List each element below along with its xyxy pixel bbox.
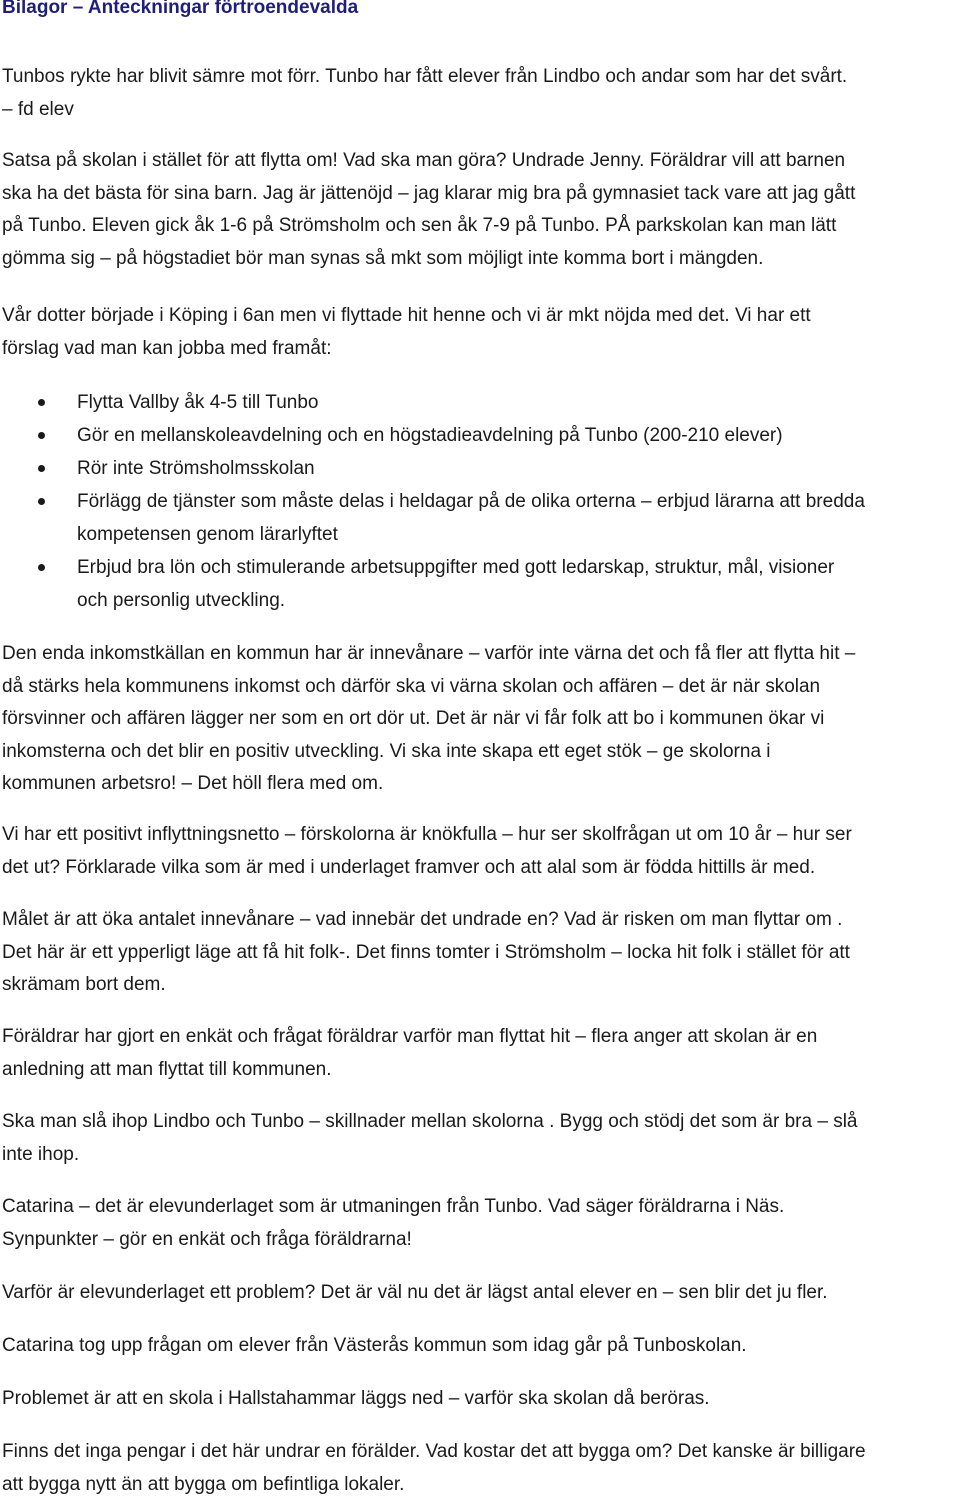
- bullet-list: [2, 386, 958, 617]
- list-item: [2, 551, 958, 617]
- text-line: Satsa på skolan i stället för att flytta om! Vad ska man göra? Undrade Jenny. Föräldrar vill att barnen: [2, 150, 846, 171]
- text-line: Det här är ett ypperligt läge att få hit folk-. Det finns tomter i Strömsholm – locka hit folk i stället för att: [2, 941, 850, 963]
- text-line: – fd elev: [2, 98, 74, 120]
- bullet-icon: [38, 498, 45, 505]
- text-line: Den enda inkomstkällan en kommun har är innevånare – varför inte värna det och få fler att flytta hit –: [2, 643, 856, 664]
- list-item-text: Flytta Vallby åk 4-5 till Tunbo: [77, 392, 319, 413]
- bullet-icon: [38, 564, 45, 571]
- text-line: skrämam bort dem.: [2, 974, 166, 996]
- paragraph: [2, 1021, 958, 1086]
- list-item-text: Förlägg de tjänster som måste delas i heldagar på de olika orterna – erbjud lärarna att bredda: [77, 491, 865, 512]
- document-title: Bilagor – Anteckningar förtroendevalda: [2, 0, 359, 18]
- text-line: Målet är att öka antalet innevånare – vad innebär det undrade en? Vad är risken om man flyttar om .: [2, 909, 843, 930]
- text-line: Vår dotter började i Köping i 6an men vi flyttade hit henne och vi är mkt nöjda med det. Vi har ett: [2, 305, 811, 326]
- text-line: Catarina tog upp frågan om elever från Västerås kommun som idag går på Tunboskolan.: [2, 1335, 747, 1356]
- list-item-text: och personlig utveckling.: [77, 590, 286, 611]
- text-line: det ut? Förklarade vilka som är med i underlaget framver och att alal som är födda hittills är med.: [2, 856, 816, 878]
- text-line: förslag vad man kan jobba med framåt:: [2, 337, 332, 359]
- text-line: Vi har ett positivt inflyttningsnetto – förskolorna är knökfulla – hur ser skolfrågan ut om 10 år – hur ser: [2, 824, 852, 845]
- text-line: Föräldrar har gjort en enkät och frågat föräldrar varför man flyttat hit – flera anger att skolan är en: [2, 1026, 818, 1047]
- text-line: att bygga nytt än att bygga om befintliga lokaler.: [2, 1473, 405, 1495]
- list-item: [2, 386, 958, 419]
- bullet-icon: [38, 465, 45, 472]
- list-item-text: Rör inte Strömsholmsskolan: [77, 458, 315, 479]
- text-line: försvinner och affären lägger ner som en ort dör ut. Det är när vi får folk att bo i kommunen ökar vi: [2, 708, 825, 730]
- text-line: Catarina – det är elevunderlaget som är utmaningen från Tunbo. Vad säger föräldrarna i Näs.: [2, 1196, 785, 1217]
- text-line: kommunen arbetsro! – Det höll flera med om.: [2, 773, 384, 795]
- text-line: Varför är elevunderlaget ett problem? Det är väl nu det är lägst antal elever en – sen blir det ju fler.: [2, 1282, 828, 1303]
- paragraph: [2, 819, 958, 884]
- list-item-text: Gör en mellanskoleavdelning och en högstadieavdelning på Tunbo (200-210 elever): [77, 425, 783, 446]
- list-item: [2, 419, 958, 452]
- list-item: [2, 485, 958, 551]
- paragraph: [2, 145, 958, 275]
- text-line: Finns det inga pengar i det här undrar en förälder. Vad kostar det att bygga om? Det kanske är billigare: [2, 1441, 866, 1462]
- text-line: då stärks hela kommunens inkomst och därför ska vi värna skolan och affären – det är när skolan: [2, 675, 821, 697]
- text-line: Ska man slå ihop Lindbo och Tunbo – skillnader mellan skolorna . Bygg och stödj det som är bra – slå: [2, 1111, 858, 1132]
- paragraph: [2, 904, 958, 1002]
- paragraph: [2, 1277, 958, 1310]
- bullet-icon: [38, 432, 45, 439]
- paragraph: [2, 1191, 958, 1256]
- text-line: Synpunkter – gör en enkät och fråga föräldrarna!: [2, 1228, 412, 1250]
- text-line: inte ihop.: [2, 1143, 80, 1165]
- paragraph: [2, 1436, 958, 1501]
- text-line: ska ha det bästa för sina barn. Jag är jättenöjd – jag klarar mig bra på gymnasiet tack vare att jag gått: [2, 182, 856, 204]
- list-item-text: Erbjud bra lön och stimulerande arbetsuppgifter med gott ledarskap, struktur, mål, visioner: [77, 557, 835, 578]
- text-line: Problemet är att en skola i Hallstahammar läggs ned – varför ska skolan då beröras.: [2, 1388, 710, 1409]
- list-item: [2, 452, 958, 485]
- bullet-icon: [38, 399, 45, 406]
- text-line: anledning att man flyttat till kommunen.: [2, 1058, 332, 1080]
- text-line: Tunbos rykte har blivit sämre mot förr. Tunbo har fått elever från Lindbo och andar som har det svårt.: [2, 66, 848, 87]
- paragraph: [2, 300, 958, 365]
- paragraph: [2, 638, 958, 801]
- text-line: gömma sig – på högstadiet bör man synas så mkt som möjligt inte komma bort i mängden.: [2, 247, 764, 269]
- paragraph: [2, 1330, 958, 1363]
- text-line: inkomsterna och det blir en positiv utveckling. Vi ska inte skapa ett eget stök – ge skolorna i: [2, 740, 771, 762]
- paragraph: [2, 1106, 958, 1171]
- paragraph: [2, 61, 958, 126]
- text-line: på Tunbo. Eleven gick åk 1-6 på Strömsholm och sen åk 7-9 på Tunbo. PÅ parkskolan kan man lätt: [2, 215, 837, 237]
- paragraph: [2, 1383, 958, 1416]
- list-item-text: kompetensen genom lärarlyftet: [77, 524, 338, 545]
